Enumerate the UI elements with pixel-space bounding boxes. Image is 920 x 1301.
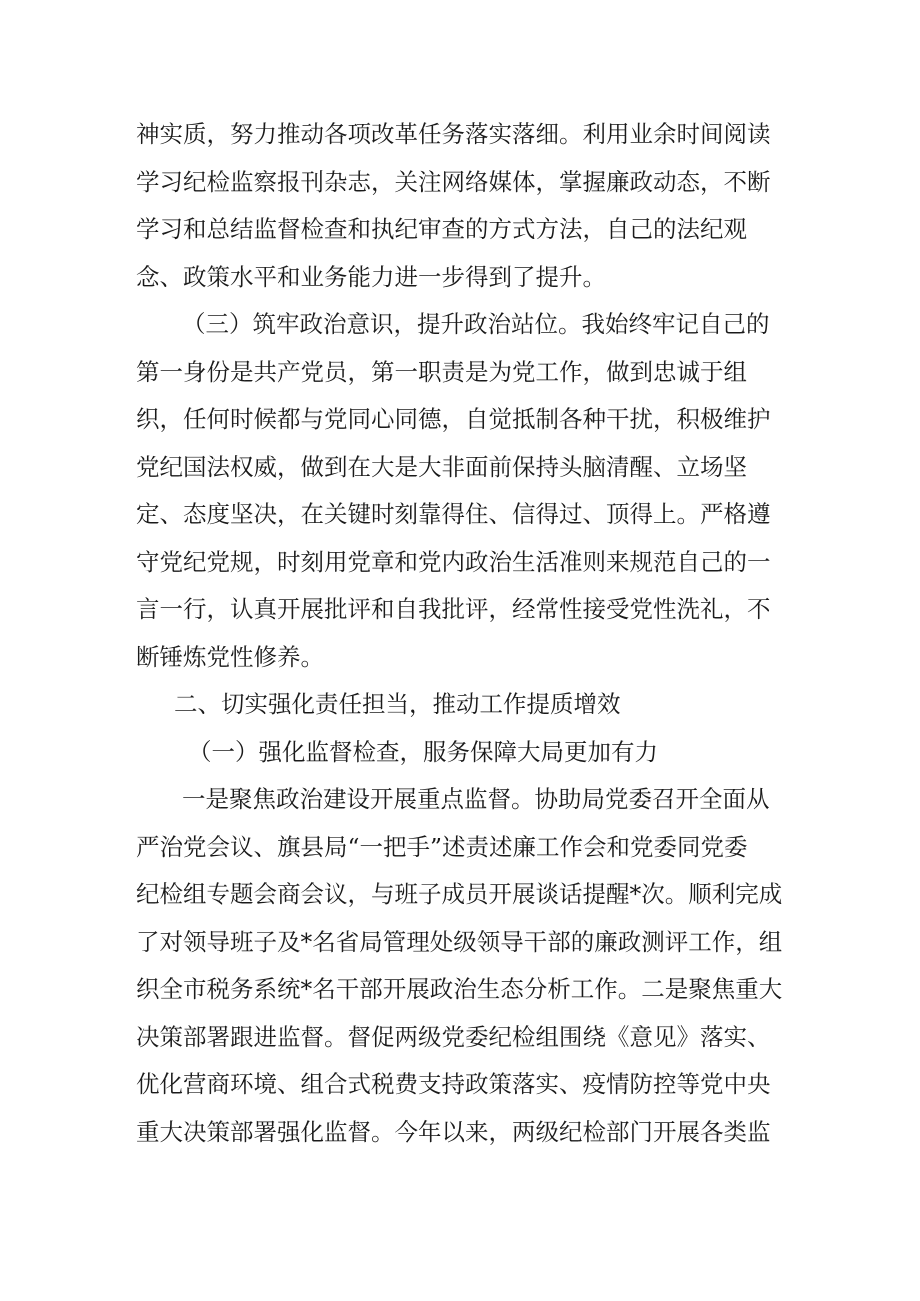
text-line: 了对领导班子及*名省局管理处级领导干部的廉政测评工作，组: [136, 927, 783, 956]
text-line: 守党纪党规，时刻用党章和党内政治生活准则来规范自己的一: [136, 547, 771, 576]
text-line: 断锤炼党性修养。: [136, 642, 324, 671]
text-line: 严治党会议、旗县局“一把手”述责述廉工作会和党委同党委: [136, 832, 748, 861]
text-line: 一是聚焦政治建设开展重点监督。协助局党委召开全面从: [182, 785, 770, 813]
section-heading: 二、切实强化责任担当，推动工作提质增效: [174, 690, 621, 718]
document-body: [136, 111, 784, 1156]
subsection-heading: （一）强化监督检查，服务保障大局更加有力: [188, 737, 658, 766]
text-line: 言一行，认真开展批评和自我批评，经常性接受党性洗礼，不: [136, 595, 771, 623]
subsection-heading-line: （三）筑牢政治意识，提升政治站位。我始终牢记自己的: [182, 310, 770, 338]
text-line: 重大决策部署强化监督。今年以来，两级纪检部门开展各类监: [136, 1117, 771, 1146]
text-line: 决策部署跟进监督。督促两级党委纪检组围绕《意见》落实、: [136, 1022, 771, 1051]
text-line: 学习纪检监察报刊杂志，关注网络媒体，掌握廉政动态，不断: [136, 167, 771, 196]
text-line: 念、政策水平和业务能力进一步得到了提升。: [136, 262, 606, 291]
text-line: 织全市税务系统*名干部开展政治生态分析工作。二是聚焦重大: [136, 975, 783, 1003]
text-line: 神实质，努力推动各项改革任务落实落细。利用业余时间阅读: [136, 120, 771, 148]
text-line: 党纪国法权威，做到在大是大非面前保持头脑清醒、立场坚: [136, 452, 747, 481]
text-line: 第一身份是共产党员，第一职责是为党工作，做到忠诚于组: [136, 357, 747, 386]
text-line: 织，任何时候都与党同心同德，自觉抵制各种干扰，积极维护: [136, 405, 771, 433]
text-line: 定、态度坚决，在关键时刻靠得住、信得过、顶得上。严格遵: [136, 500, 771, 528]
text-line: 学习和总结监督检查和执纪审查的方式方法，自己的法纪观: [136, 215, 747, 243]
text-line: 优化营商环境、组合式税费支持政策落实、疫情防控等党中央: [136, 1070, 771, 1098]
text-line: 纪检组专题会商会议，与班子成员开展谈话提醒*次。顺利完成: [136, 880, 783, 908]
